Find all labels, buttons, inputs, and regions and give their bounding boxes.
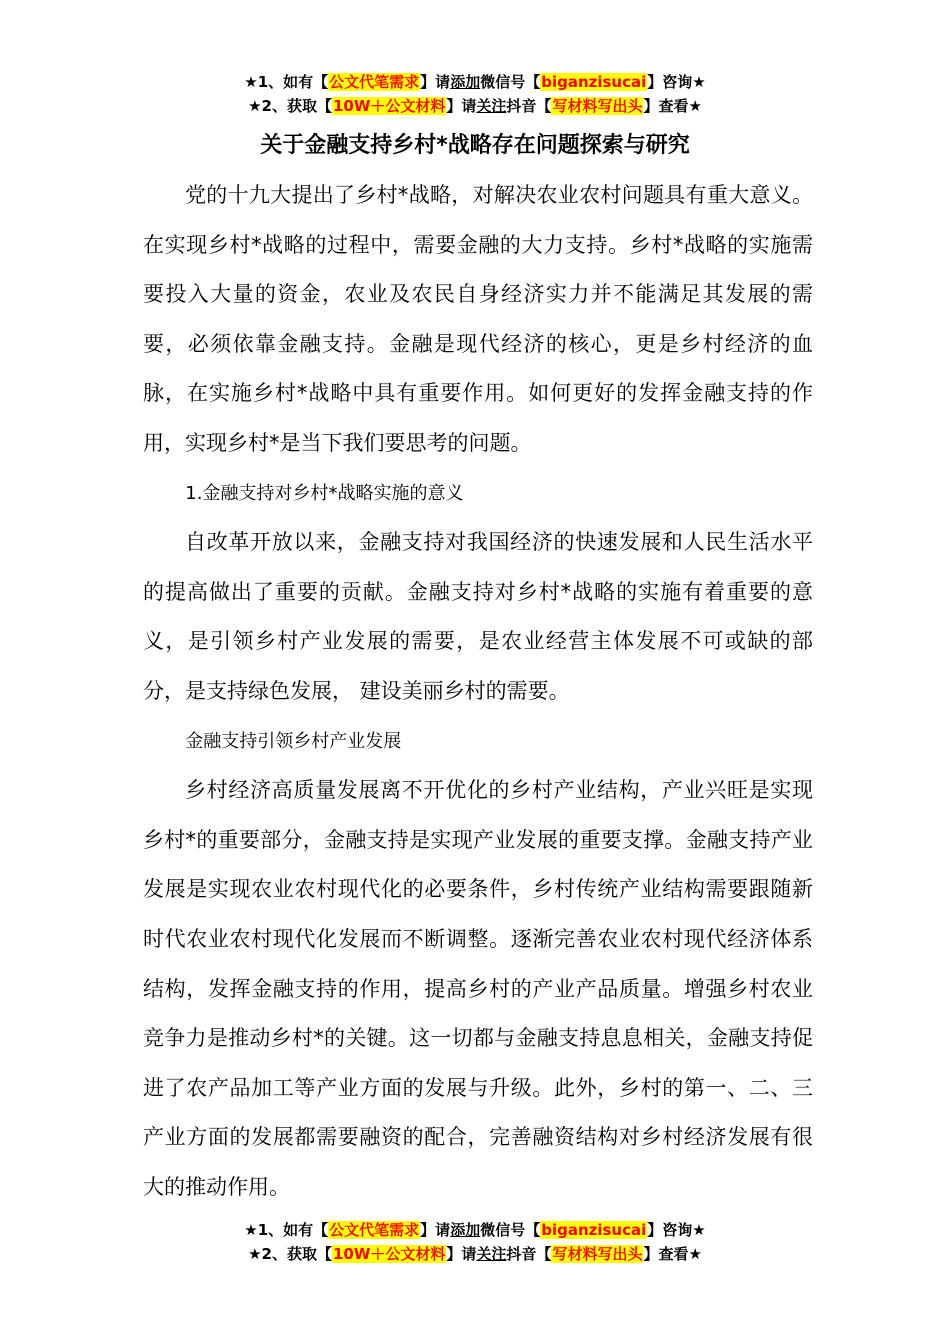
paragraph-intro: 党的十九大提出了乡村*战略，对解决农业农村问题具有重大意义。在实现乡村*战略的过程中，需要金融的大力支持。乡村*战略的实施需要投入大量的资金，农业及农民自身经济实力并不能满足其发展的需要，必须依靠金融支持。金融是现代经济的核心，更是乡村经济的血脉，在实施乡村*战略中具有重要作用。如何更好的发挥金融支持的作用，实现乡村*是当下我们要思考的问题。 xyxy=(143,183,813,455)
banner-text: 微信号【 xyxy=(480,73,541,91)
banner-text: 微信号【 xyxy=(480,1221,541,1239)
banner-douyin-id: 写材料写出头 xyxy=(552,97,643,115)
paragraph-industry: 乡村经济高质量发展离不开优化的乡村产业结构，产业兴旺是实现乡村*的重要部分，金融支持是实现产业发展的重要支撑。金融支持产业发展是实现农业农村现代化的必要条件，乡村传统产业结构需要跟随新时代农业农村现代化发展而不断调整。逐渐完善农业农村现代经济体系结构，发挥金融支持的作用，提高乡村的产业产品质量。增强乡村农业竞争力是推动乡村*的关键。这一切都与金融支持息息相关，金融支持促进了农产品加工等产业方面的发展与升级。此外，乡村的第一、二、三产业方面的发展都需要融资的配合，完善融资结构对乡村经济发展有很大的推动作用。 xyxy=(143,778,813,1199)
top-banner-line-2 xyxy=(0,94,950,118)
banner-highlight: 10W＋公文材料 xyxy=(332,97,446,115)
banner-text: 】请 xyxy=(420,1221,451,1239)
banner-wechat-id: biganzisucai xyxy=(541,1221,647,1239)
banner-text: 】咨询★ xyxy=(647,1221,706,1239)
banner-highlight: 公文代笔需求 xyxy=(329,1221,420,1239)
banner-text: 】查看★ xyxy=(643,97,702,115)
banner-douyin-id: 写材料写出头 xyxy=(552,1245,643,1263)
section-heading-2: 金融支持引领乡村产业发展 xyxy=(185,730,402,752)
bottom-banner-line-1 xyxy=(0,1218,950,1242)
top-banner-line-1 xyxy=(0,70,950,94)
banner-text: 】咨询★ xyxy=(647,73,706,91)
banner-underline: 添加 xyxy=(450,1221,481,1239)
banner-text: 抖音【 xyxy=(506,1245,552,1263)
banner-highlight: 公文代笔需求 xyxy=(329,73,420,91)
section-heading-1: 1.金融支持对乡村*战略实施的意义 xyxy=(185,482,464,504)
banner-text: 】请 xyxy=(446,1245,477,1263)
bottom-banner-line-2 xyxy=(0,1242,950,1266)
banner-highlight: 10W＋公文材料 xyxy=(332,1245,446,1263)
banner-underline: 关注 xyxy=(476,1245,507,1263)
banner-text: ★1、如有【 xyxy=(244,1221,329,1239)
banner-text: 】请 xyxy=(446,97,477,115)
document-body xyxy=(143,171,813,1212)
paragraph-significance: 自改革开放以来，金融支持对我国经济的快速发展和人民生活水平的提高做出了重要的贡献。金融支持对乡村*战略的实施有着重要的意义，是引领乡村产业发展的需要，是农业经营主体发展不可或缺的部分，是支持绿色发展， 建设美丽乡村的需要。 xyxy=(143,530,813,703)
document-title: 关于金融支持乡村*战略存在问题探索与研究 xyxy=(260,133,690,158)
banner-text: ★2、获取【 xyxy=(248,1245,332,1263)
banner-text: ★2、获取【 xyxy=(248,97,332,115)
banner-text: ★1、如有【 xyxy=(244,73,329,91)
banner-text: 】查看★ xyxy=(643,1245,702,1263)
banner-wechat-id: biganzisucai xyxy=(541,73,647,91)
banner-text: 抖音【 xyxy=(506,97,552,115)
banner-underline: 关注 xyxy=(476,97,507,115)
banner-underline: 添加 xyxy=(450,73,481,91)
banner-text: 】请 xyxy=(420,73,451,91)
